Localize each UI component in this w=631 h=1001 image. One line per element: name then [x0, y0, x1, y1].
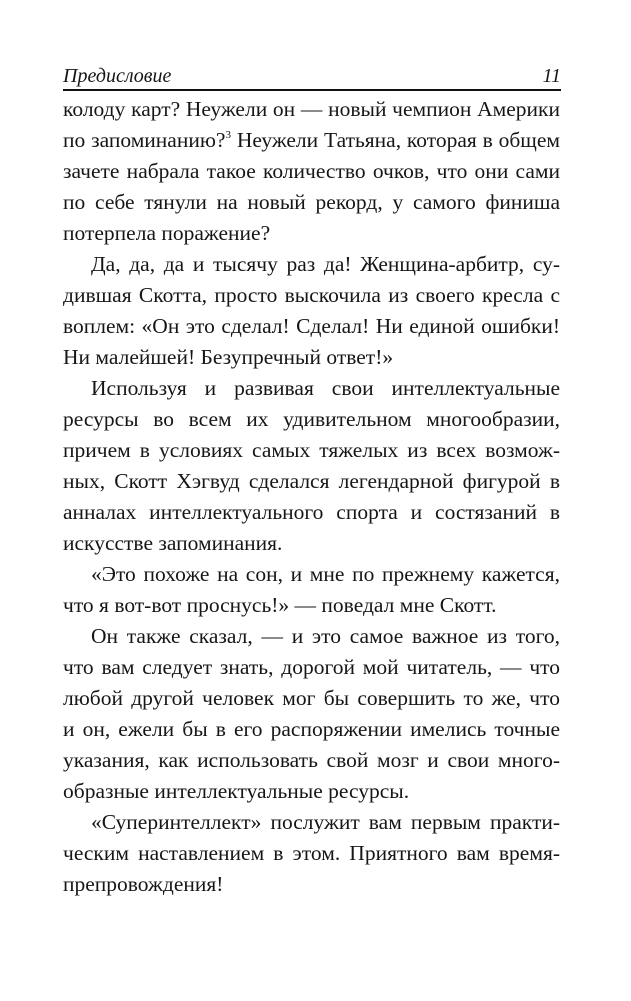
- text-line: что я вот-вот проснусь!» — поведал мне Скотт.: [63, 593, 497, 617]
- text-line: Да, да, да и тысячу раз да! Женщина-арбитр, су-: [91, 252, 560, 276]
- text-line: причем в условиях самых тяжелых из всех возмож-: [63, 438, 560, 462]
- text-fragment: по запоминанию?: [63, 128, 226, 152]
- text-line: потерпела поражение?: [63, 221, 271, 245]
- text-line: Он также сказал, — и это самое важное из того,: [91, 624, 560, 648]
- running-head: [63, 64, 561, 88]
- text-line: по себе тянули на новый рекорд, у самого финиша: [63, 190, 560, 214]
- text-line: воплем: «Он это сделал! Сделал! Ни единой ошибки!: [63, 314, 560, 338]
- paragraph: [63, 559, 560, 621]
- text-line: «Суперинтеллект» послужит вам первым практи-: [91, 810, 560, 834]
- text-line: Используя и развивая свои интеллектуальные: [91, 376, 560, 400]
- body-text: [63, 94, 560, 900]
- text-line: любой другой человек мог бы совершить то же, что: [63, 686, 560, 710]
- text-line: ных, Скотт Хэгвуд сделался легендарной фигурой в: [63, 469, 560, 493]
- paragraph: [63, 249, 560, 373]
- text-line: дившая Скотта, просто выскочила из своего кресла с: [63, 283, 560, 307]
- text-line: и он, ежели бы в его распоряжении имелись точные: [63, 717, 560, 741]
- text-line: препровождения!: [63, 872, 224, 896]
- text-line-with-footnote: [63, 125, 560, 156]
- text-line: указания, как использовать свой мозг и свои много-: [63, 748, 560, 772]
- text-line: что вам следует знать, дорогой мой читатель, — что: [63, 655, 560, 679]
- chapter-title: Предисловие: [63, 65, 172, 87]
- text-line: ческим наставлением в этом. Приятного вам время-: [63, 841, 560, 865]
- text-fragment: Неужели Татьяна, которая в общем: [236, 128, 561, 152]
- text-line: колоду карт? Неужели он — новый чемпион Америки: [63, 97, 560, 121]
- text-line: анналах интеллектуального спорта и состязаний в: [63, 500, 560, 524]
- text-line: «Это похоже на сон, и мне по прежнему кажется,: [91, 562, 560, 586]
- text-line: образные интеллектуальные ресурсы.: [63, 779, 410, 803]
- paragraph: [63, 94, 560, 249]
- text-line: Ни малейшей! Безупречный ответ!»: [63, 345, 394, 369]
- footnote-marker[interactable]: 3: [225, 129, 231, 141]
- page-number: 11: [542, 65, 561, 87]
- paragraph: [63, 807, 560, 900]
- text-line: зачете набрала такое количество очков, что они сами: [63, 159, 560, 183]
- header-rule-divider: [63, 89, 561, 91]
- paragraph: [63, 621, 560, 807]
- paragraph: [63, 373, 560, 559]
- text-line: ресурсы во всем их удивительном многообразии,: [63, 407, 560, 431]
- text-line: искусстве запоминания.: [63, 531, 283, 555]
